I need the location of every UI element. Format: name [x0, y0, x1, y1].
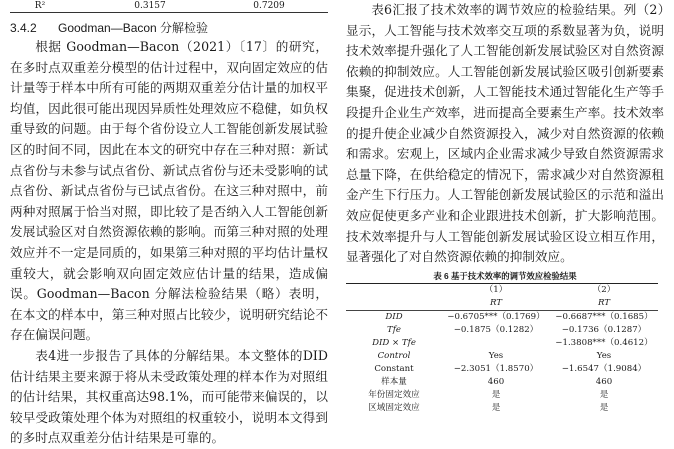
cell: −0.6687***（0.1685） [555, 311, 653, 322]
table-row [346, 376, 658, 389]
table-row [346, 324, 658, 337]
cell: −1.3808***（0.4612） [555, 337, 653, 348]
row-label: DID [385, 311, 403, 322]
cell: −1.6547（1.9084） [561, 363, 647, 374]
r-squared-col1: 0.3157 [134, 1, 166, 11]
table-caption: 表 6 基于技术效率的调节效应检验结果 [433, 270, 577, 281]
col-header: （1） [484, 284, 508, 295]
paragraph: 表4进一步报告了具体的分解结果。本文整体的DID估计结果主要来源于将从未受政策处理的样本作为对照组的估计结果，其权重高达98.1%，而可能带来偏误的，以较早受政策处理个体为对照组的权重较小，说明本文得到的多时点双重差分估计结果是可靠的。 [10, 347, 328, 446]
section-title: Goodman—Bacon 分解检验 [58, 21, 209, 35]
r-squared-col2: 0.7209 [253, 1, 285, 11]
section-number: 3.4.2 [10, 21, 37, 35]
paragraph: 根据 Goodman—Bacon（2021）〔17〕的研究，在多时点双重差分模型的估计过程中，双向固定效应的估计量等于样本中所有可能的两期双重差分估计量的加权平均值，因此很可能出现因异质性处理效应不稳健，如负权重导致的问题。由于每个省份设立人工智能创新发展试验区的时间不同，因此在本文的研究中存在三种对照：新试点省份与未参与试点省份、新试点省份与还未受影响的试点省份、新试点省份与已试点省份。在这三种对照中，前两种对照属于恰当对照，即比较了是否纳入人工智能创新发展试验区对自然资源依赖的影响。而第三种对照的处理效应并不一定是同质的，如果第三种对照的平均估计量权重较大，就会影响双向固定效应估计量的结果，造成偏误。Goodman—Bacon 分解法检验结果（略）表明，在本文的样本中，第三种对照占比较少，说明研究结论不存在偏误问题。 [10, 39, 328, 343]
cell: −0.1875（0.1282） [453, 324, 539, 335]
cell: −0.1736（0.1287） [561, 324, 647, 335]
dep-var: RT [442, 297, 550, 311]
table-row [346, 363, 658, 376]
section-heading [10, 19, 328, 37]
cell: 是 [599, 402, 609, 413]
row-label: 样本量 [381, 376, 407, 387]
dep-var-row [346, 297, 658, 311]
cell: 是 [491, 402, 501, 413]
right-column [346, 0, 664, 415]
row-label: 区域固定效应 [368, 402, 420, 413]
regression-table [346, 283, 658, 415]
table-row [346, 350, 658, 363]
row-label: Tfe [387, 324, 401, 335]
row-label: 年份固定效应 [368, 389, 420, 400]
table-row [346, 402, 658, 415]
row-label: DID × Tfe [372, 337, 416, 348]
cell [442, 337, 550, 350]
cell: −0.6705***（0.1769） [447, 311, 545, 322]
cell: −2.3051（1.8570） [453, 363, 539, 374]
row-label: Control [377, 350, 411, 361]
col-header: （2） [592, 284, 616, 295]
table-row [346, 389, 658, 402]
cell: 460 [595, 376, 613, 387]
table-row [346, 337, 658, 350]
cell: 是 [599, 389, 609, 400]
paragraph: 表6汇报了技术效率的调节效应的检验结果。列（2）显示，人工智能与技术效率交互项的系数显著为负，说明技术效率提升强化了人工智能创新发展试验区对自然资源依赖的抑制效应。人工智能创新发展试验区吸引创新要素集聚，促进技术创新，人工智能技术通过智能化生产等手段提升企业生产效率，进而提高全要素生产率。技术效率的提升使企业减少自然资源投入，减少对自然资源的依赖和需求。宏观上，区域内企业需求减少导致自然资源需求总量下降，在供给稳定的情况下，需求减少对自然资源租金产生下行压力。人工智能创新发展试验区的示范和溢出效应促使更多产业和企业跟进技术创新，扩大影响范围。技术效率提升与人工智能创新发展试验区设立相互作用，显著强化了对自然资源依赖的抑制效应。 [346, 2, 664, 265]
left-column [10, 0, 328, 449]
r-squared-label: R² [34, 1, 46, 11]
table-continuation-row [10, 0, 328, 13]
row-label: Constant [374, 363, 414, 374]
table-row [346, 310, 658, 324]
dep-var: RT [550, 297, 658, 311]
cell: 是 [491, 389, 501, 400]
table-header-row [346, 283, 658, 297]
cell: Yes [488, 350, 504, 361]
cell: Yes [596, 350, 612, 361]
cell: 460 [487, 376, 505, 387]
